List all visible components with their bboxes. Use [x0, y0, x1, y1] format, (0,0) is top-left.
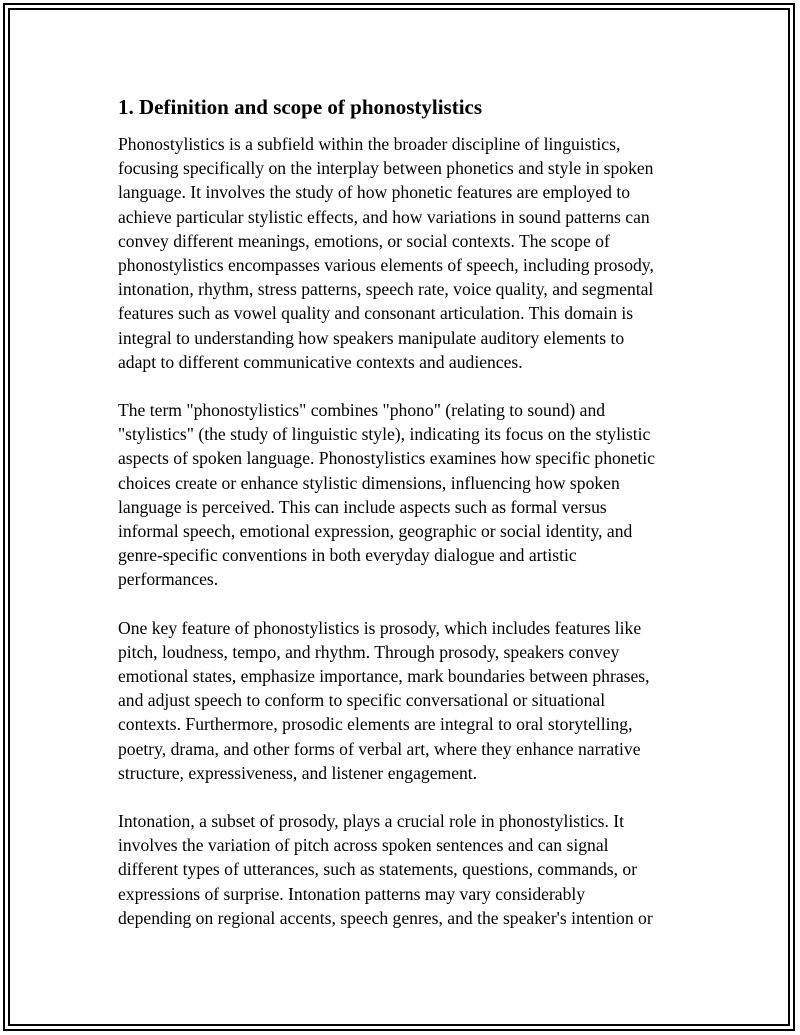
- paragraph-line: integral to understanding how speakers manipulate auditory elements to: [118, 327, 625, 348]
- section-heading: 1. Definition and scope of phonostylistics: [118, 95, 483, 119]
- paragraph-line: achieve particular stylistic effects, and how variations in sound patterns can: [118, 206, 650, 227]
- paragraph-line: emotional states, emphasize importance, mark boundaries between phrases,: [118, 666, 650, 687]
- paragraph-line: "stylistics" (the study of linguistic style), indicating its focus on the stylistic: [118, 424, 651, 445]
- paragraph-line: involves the variation of pitch across spoken sentences and can signal: [118, 835, 609, 856]
- paragraph-prosody: [118, 616, 698, 785]
- paragraph-definition: [118, 132, 698, 374]
- paragraph-line: choices create or enhance stylistic dimensions, influencing how spoken: [118, 472, 620, 493]
- paragraph-line: contexts. Furthermore, prosodic elements are integral to oral storytelling,: [118, 714, 633, 735]
- paragraph-line: intonation, rhythm, stress patterns, speech rate, voice quality, and segmental: [118, 279, 654, 300]
- paragraph-line: genre-specific conventions in both everyday dialogue and artistic: [118, 545, 577, 566]
- paragraph-line: depending on regional accents, speech genres, and the speaker's intention or: [118, 907, 653, 928]
- paragraph-line: expressions of surprise. Intonation patterns may vary considerably: [118, 883, 586, 904]
- paragraph-line: poetry, drama, and other forms of verbal art, where they enhance narrative: [118, 738, 641, 759]
- paragraph-term: [118, 398, 698, 592]
- paragraph-intonation: [118, 809, 698, 930]
- paragraph-line: informal speech, emotional expression, geographic or social identity, and: [118, 521, 633, 542]
- paragraph-line: aspects of spoken language. Phonostylistics examines how specific phonetic: [118, 448, 655, 469]
- paragraph-line: language is perceived. This can include aspects such as formal versus: [118, 496, 607, 517]
- document-page: [118, 93, 698, 954]
- paragraph-line: pitch, loudness, tempo, and rhythm. Through prosody, speakers convey: [118, 641, 620, 662]
- paragraph-line: features such as vowel quality and consonant articulation. This domain is: [118, 303, 634, 324]
- paragraph-line: different types of utterances, such as statements, questions, commands, or: [118, 859, 638, 880]
- paragraph-line: phonostylistics encompasses various elements of speech, including prosody,: [118, 255, 654, 276]
- paragraph-line: and adjust speech to conform to specific conversational or situational: [118, 690, 606, 711]
- paragraph-line: Intonation, a subset of prosody, plays a crucial role in phonostylistics. It: [118, 811, 625, 832]
- paragraph-line: focusing specifically on the interplay between phonetics and style in spoken: [118, 158, 654, 179]
- paragraph-line: performances.: [118, 569, 219, 590]
- paragraph-line: The term "phonostylistics" combines "phono" (relating to sound) and: [118, 400, 606, 421]
- paragraph-line: language. It involves the study of how phonetic features are employed to: [118, 182, 631, 203]
- paragraph-line: Phonostylistics is a subfield within the broader discipline of linguistics,: [118, 134, 621, 154]
- paragraph-line: structure, expressiveness, and listener engagement.: [118, 762, 478, 783]
- paragraph-line: adapt to different communicative contexts and audiences.: [118, 351, 523, 372]
- paragraph-line: One key feature of phonostylistics is prosody, which includes features like: [118, 617, 642, 638]
- paragraph-line: convey different meanings, emotions, or social contexts. The scope of: [118, 230, 610, 251]
